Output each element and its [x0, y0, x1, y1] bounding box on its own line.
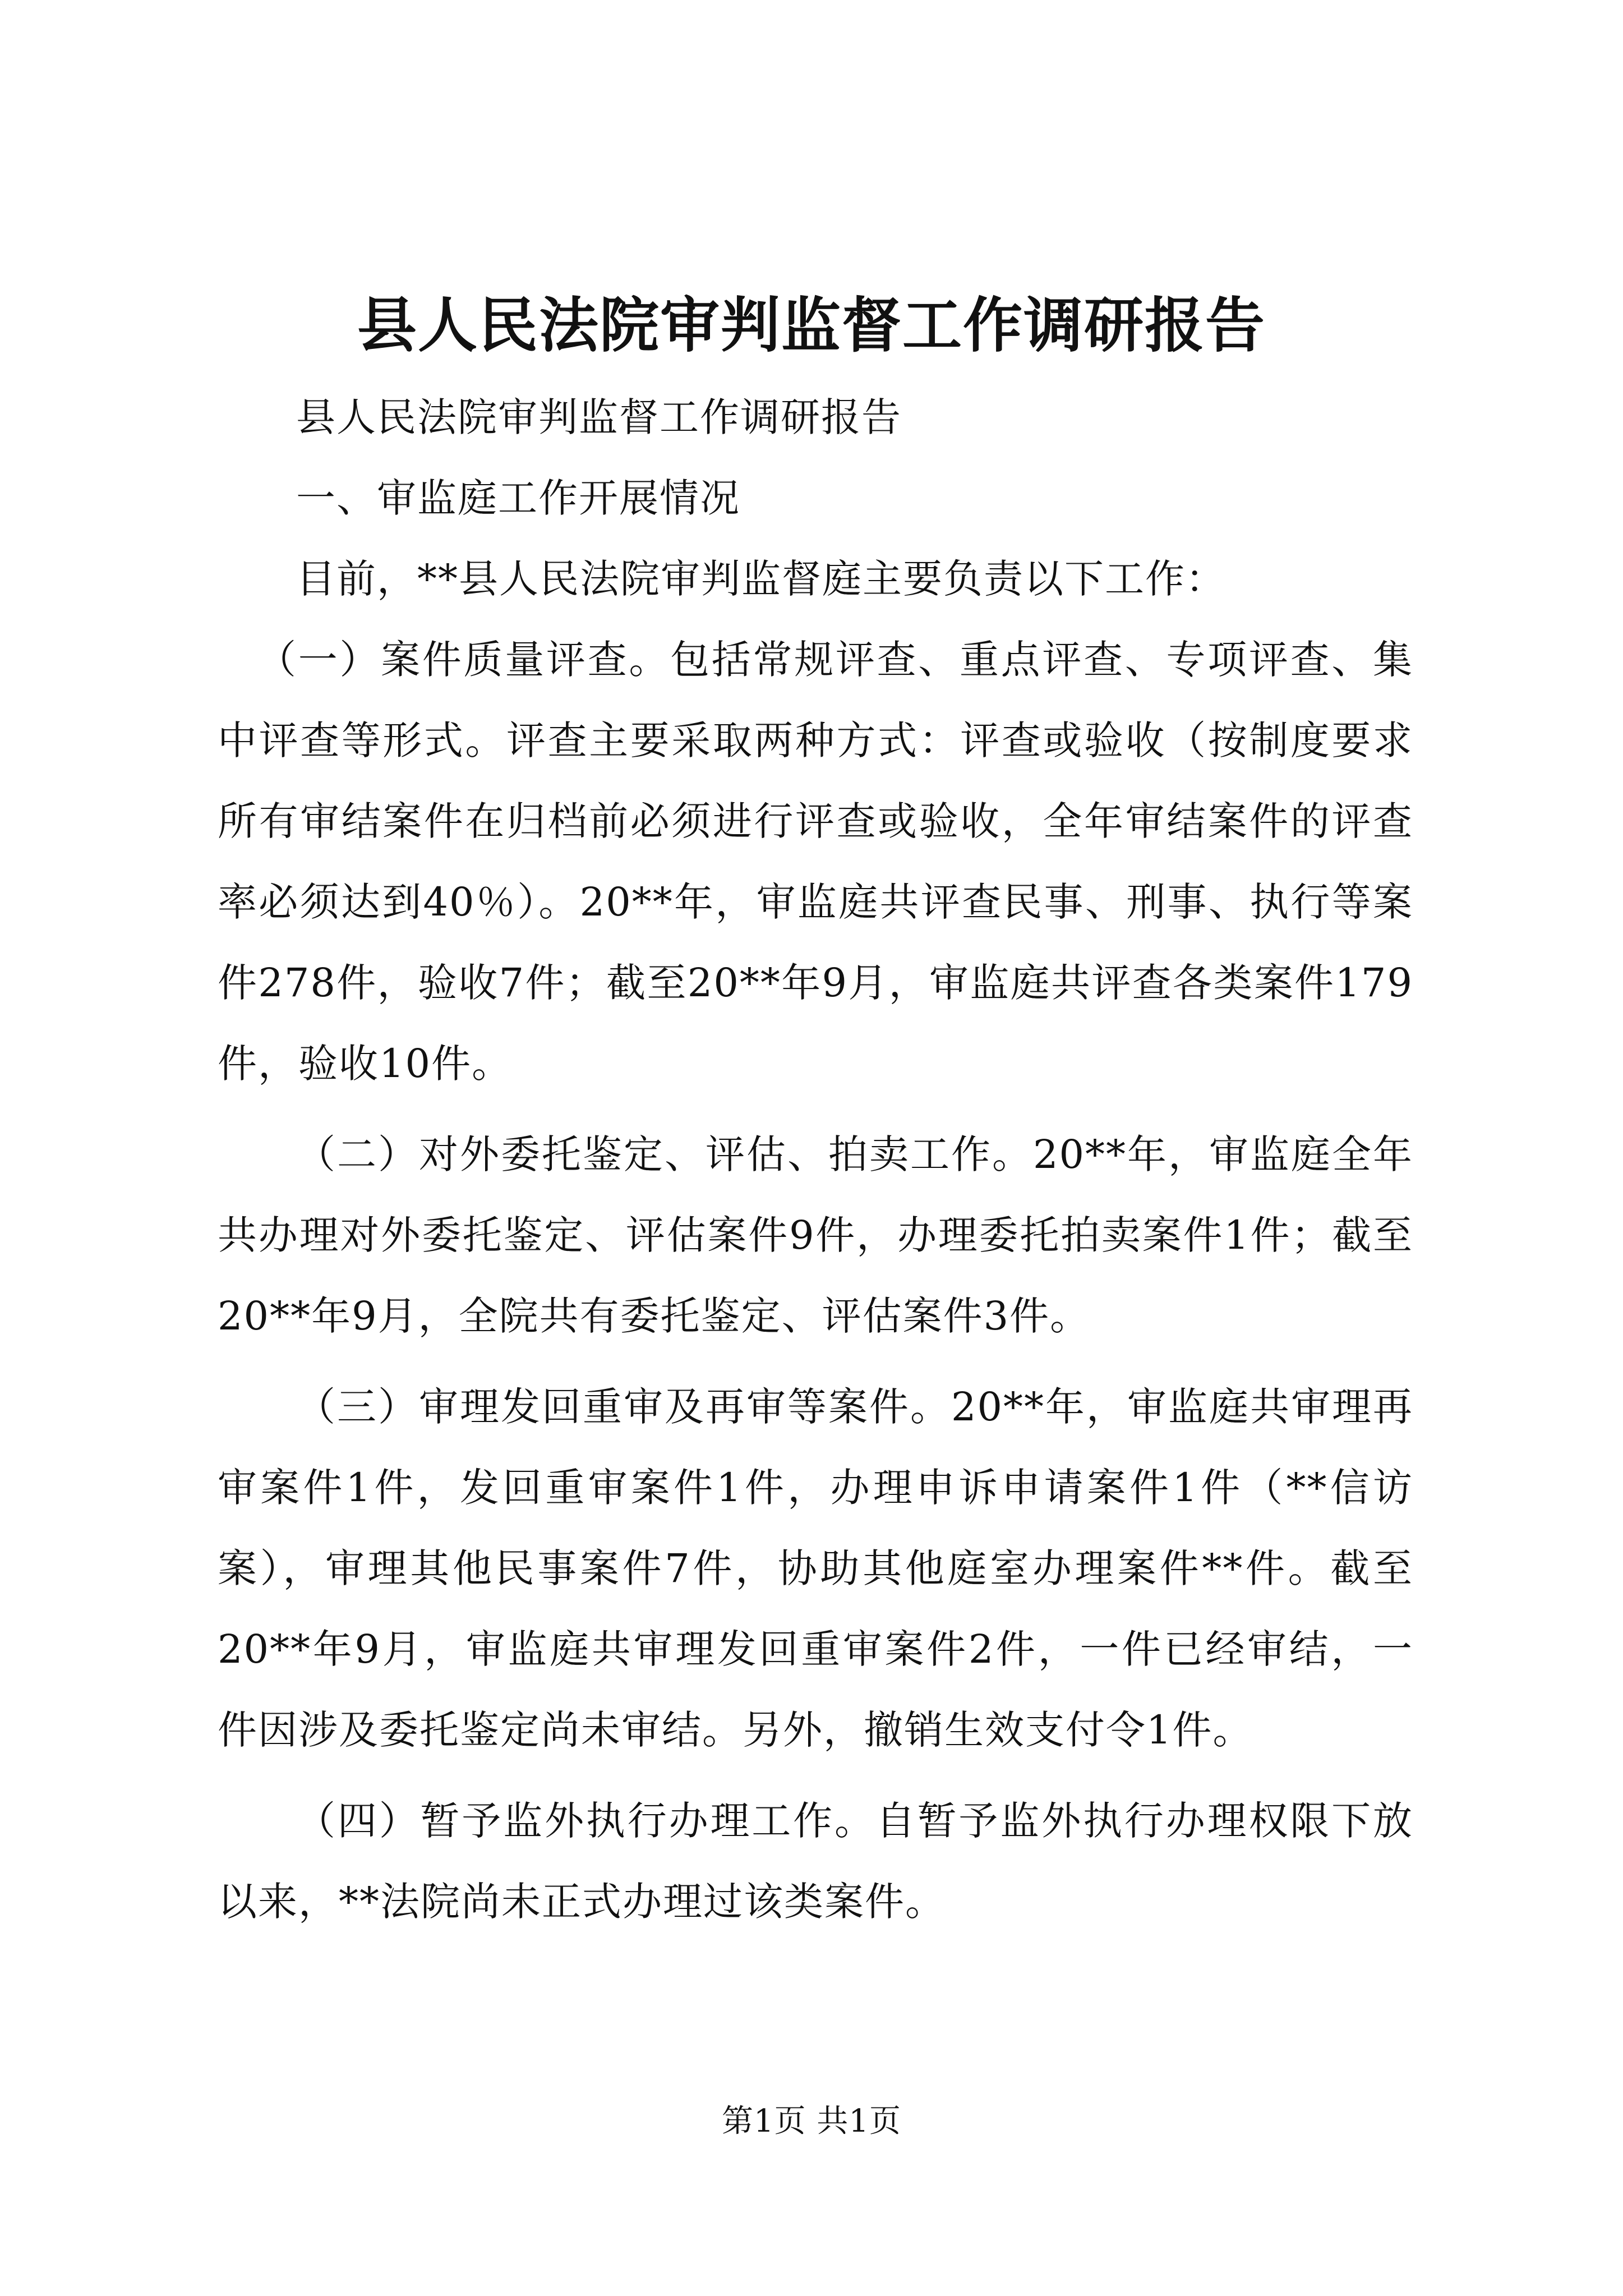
document-title: 县人民法院审判监督工作调研报告 [357, 290, 1266, 360]
paragraph-item-2: （二）对外委托鉴定、评估、拍卖工作。20**年，审监庭全年共办理对外委托鉴定、评估案件9件，办理委托拍卖案件1件；截至20**年9月，全院共有委托鉴定、评估案件3件。 [218, 1131, 1413, 1339]
paragraph-item-1: （一）案件质量评查。包括常规评查、重点评查、专项评查、集中评查等形式。评查主要采取两种方式：评查或验收（按制度要求所有审结案件在归档前必须进行评查或验收，全年审结案件的评查率必须达到40％）。20**年，审监庭共评查民事、刑事、执行等案件278件，验收7件；截至20**年9月，审监庭共评查各类案件179件，验收10件。 [218, 637, 1413, 1087]
paragraph-section-heading: 一、审监庭工作开展情况 [296, 475, 740, 521]
page-footer: 第1页 共1页 [721, 2103, 902, 2139]
document-body [218, 377, 1413, 1942]
paragraph-item-4: （四）暂予监外执行办理工作。自暂予监外执行办理权限下放以来，**法院尚未正式办理过该类案件。 [218, 1798, 1413, 1925]
paragraph-intro: 目前，**县人民法院审判监督庭主要负责以下工作： [296, 556, 1226, 602]
paragraph-subtitle: 县人民法院审判监督工作调研报告 [296, 394, 902, 440]
paragraph-item-3: （三）审理发回重审及再审等案件。20**年，审监庭共审理再审案件1件，发回重审案件1件，办理申诉申请案件1件（**信访案），审理其他民事案件7件，协助其他庭室办理案件**件。截至20**年9月，审监庭共审理发回重审案件2件，一件已经审结，一件因涉及委托鉴定尚未审结。另外，撤销生效支付令1件。 [218, 1384, 1413, 1753]
